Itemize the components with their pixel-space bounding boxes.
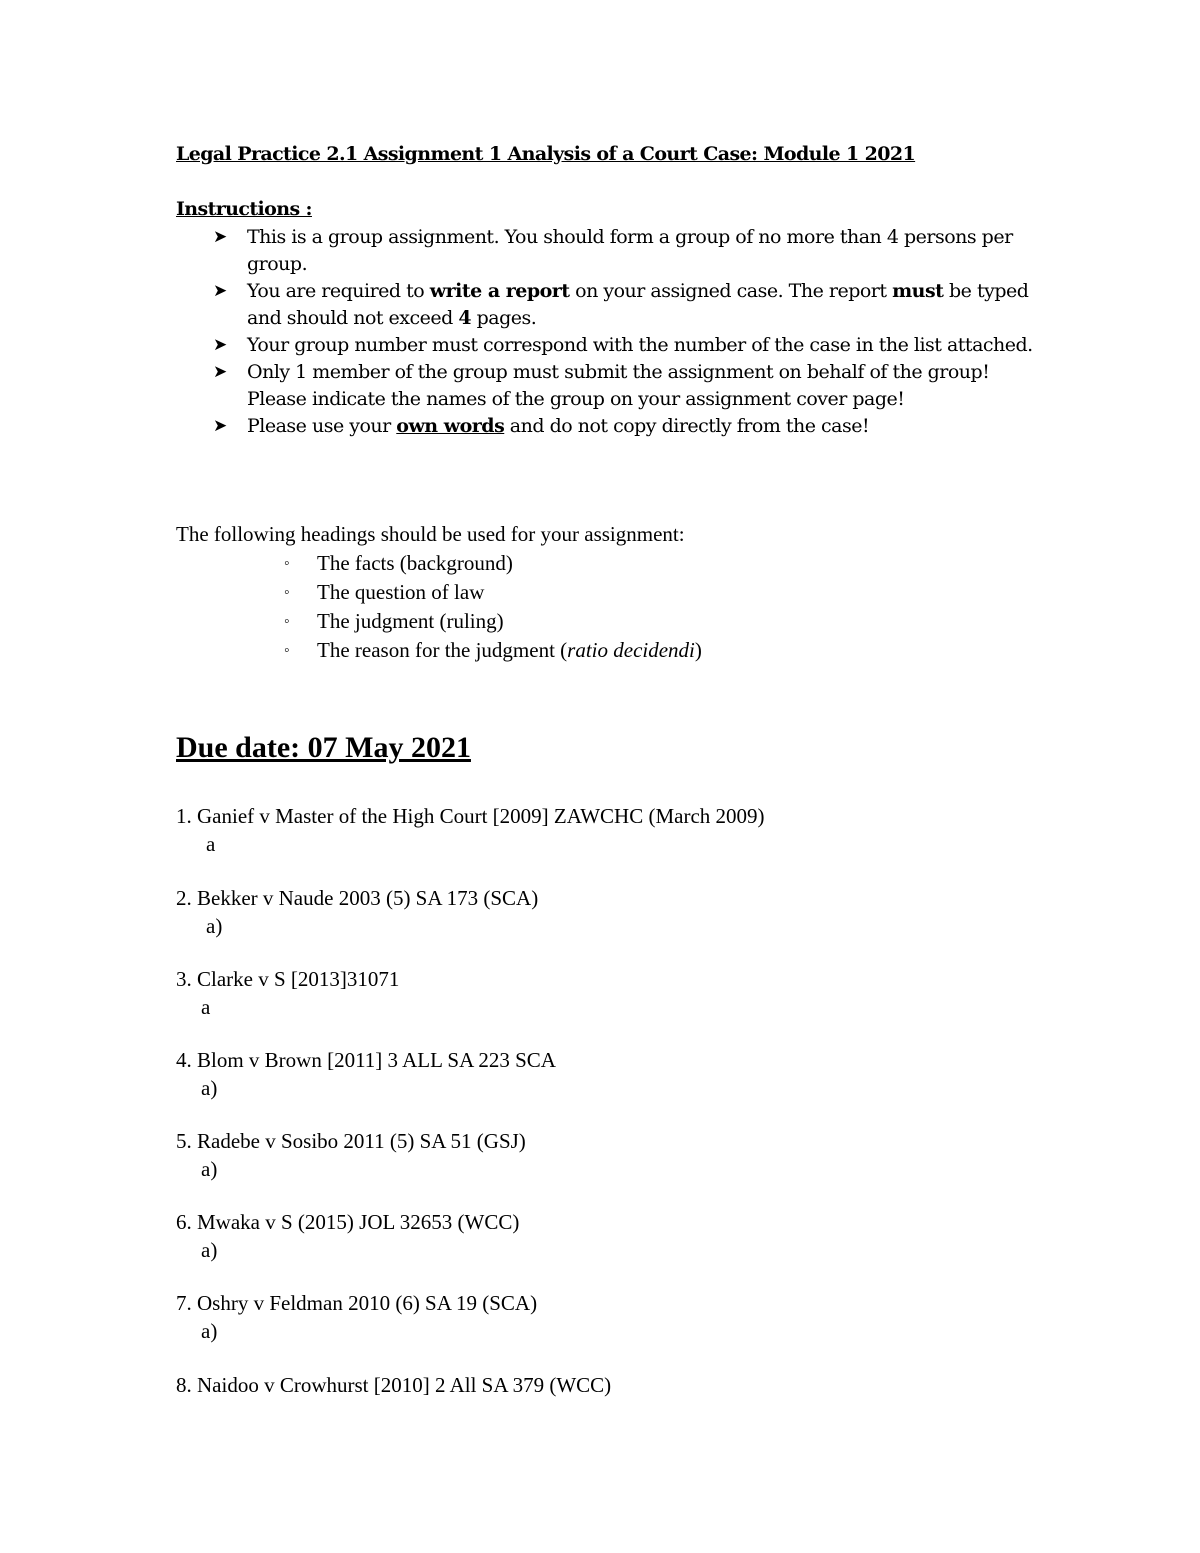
instructions-heading: Instructions : — [176, 198, 312, 220]
arrow-bullet-icon: ➤ — [213, 335, 227, 355]
case-item: 1. Ganief v Master of the High Court [2009] ZAWCHC (March 2009) a — [176, 804, 765, 856]
case-item: 3. Clarke v S [2013]31071 a — [176, 967, 400, 1019]
heading-item: ◦ The judgment (ruling) — [280, 607, 702, 636]
circle-bullet-icon: ◦ — [284, 613, 290, 630]
instruction-text: This is a group assignment. You should form a group of no more than 4 persons per group. — [247, 226, 1013, 275]
instruction-text: write a report — [429, 280, 570, 302]
heading-item: ◦ The reason for the judgment (ratio decidendi) — [280, 636, 702, 665]
instruction-text: own words — [396, 415, 505, 437]
circle-bullet-icon: ◦ — [284, 584, 290, 601]
instruction-text: 4 — [458, 307, 472, 329]
circle-bullet-icon: ◦ — [284, 555, 290, 572]
arrow-bullet-icon: ➤ — [213, 362, 227, 382]
instruction-text: pages. — [471, 307, 537, 329]
instruction-text: Your group number must correspond with the number of the case in the list attached. — [247, 334, 1033, 356]
instruction-item — [213, 278, 1033, 332]
headings-intro: The following headings should be used for your assignment: — [176, 522, 685, 546]
instruction-item — [213, 359, 1033, 413]
heading-item: ◦ The facts (background) — [280, 549, 702, 578]
case-item: 4. Blom v Brown [2011] 3 ALL SA 223 SCA a) — [176, 1048, 556, 1100]
headings-list — [280, 549, 702, 665]
circle-bullet-icon: ◦ — [284, 642, 290, 659]
case-item: 6. Mwaka v S (2015) JOL 32653 (WCC) a) — [176, 1210, 520, 1262]
arrow-bullet-icon: ➤ — [213, 416, 227, 436]
arrow-bullet-icon: ➤ — [213, 227, 227, 247]
instruction-text: be typed and should not exceed — [247, 280, 1029, 329]
instruction-item — [213, 413, 1033, 440]
instructions-list — [213, 224, 1033, 440]
instruction-item — [213, 224, 1033, 278]
case-item: 8. Naidoo v Crowhurst [2010] 2 All SA 379 (WCC) — [176, 1373, 612, 1397]
instruction-text: and do not copy directly from the case! — [504, 415, 870, 437]
due-date: Due date: 07 May 2021 — [176, 731, 471, 764]
case-item: 2. Bekker v Naude 2003 (5) SA 173 (SCA) a) — [176, 886, 539, 938]
case-item: 5. Radebe v Sosibo 2011 (5) SA 51 (GSJ) a) — [176, 1129, 526, 1181]
instruction-text: on your assigned case. The report — [569, 280, 893, 302]
instruction-text: You are required to — [247, 280, 430, 302]
instruction-text: must — [892, 280, 944, 302]
instruction-item — [213, 332, 1033, 359]
instruction-text: Please use your — [247, 415, 397, 437]
arrow-bullet-icon: ➤ — [213, 281, 227, 301]
instruction-text: Only 1 member of the group must submit the assignment on behalf of the group! Please indicate the names of the group on your assignment cover page! — [247, 361, 990, 410]
case-item: 7. Oshry v Feldman 2010 (6) SA 19 (SCA) a) — [176, 1291, 538, 1343]
document-title: Legal Practice 2.1 Assignment 1 Analysis of a Court Case: Module 1 2021 — [176, 143, 916, 165]
heading-item: ◦ The question of law — [280, 578, 702, 607]
